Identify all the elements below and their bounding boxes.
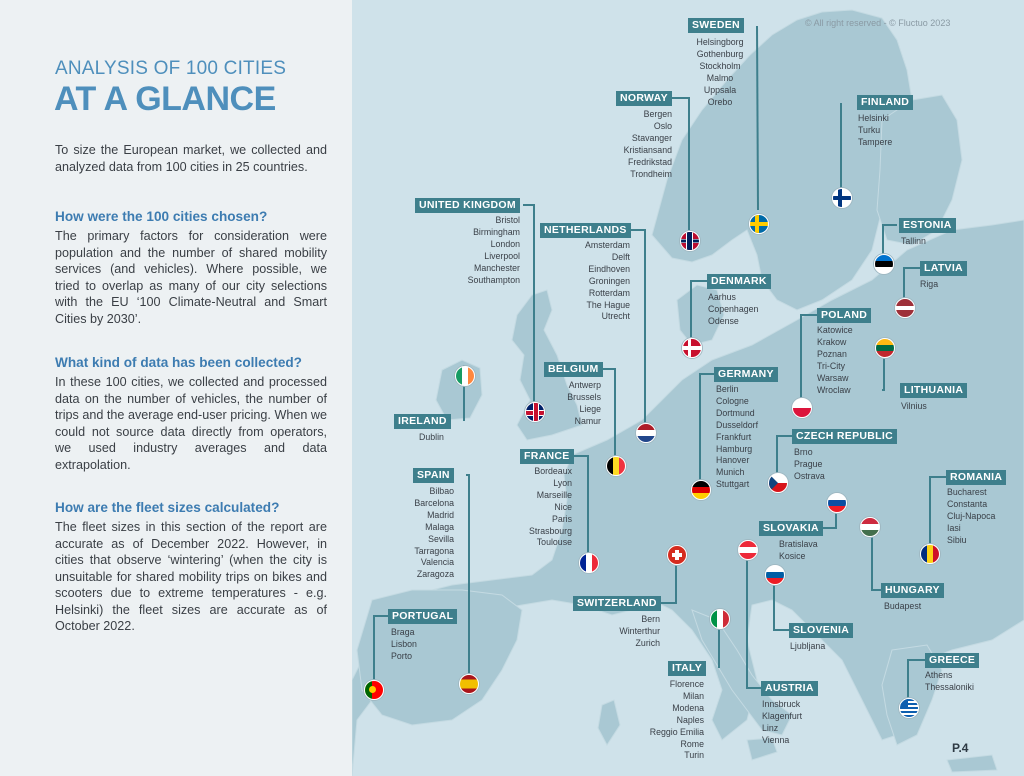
norway-flag-icon: [680, 231, 700, 251]
answer-paragraph: In these 100 cities, we collected and processed data on the number of vehicles, the number of trips and the average end-user pricing. When we could not source data directly from operators, we used industry averages and data extrapolation.: [55, 375, 327, 472]
city-list-slovenia: Ljubljana: [790, 641, 826, 651]
city-list-denmark: Aarhus Copenhagen Odense: [708, 292, 759, 326]
uk-flag-icon: [525, 402, 545, 422]
page-title: AT A GLANCE: [54, 80, 276, 118]
country-label-slovenia: SLOVENIA: [789, 623, 853, 638]
germany-flag-icon: [691, 480, 711, 500]
city-list-united-kingdom: Bristol Birmingham London Liverpool Manchester Southampton: [467, 215, 520, 285]
finland-flag-icon: [832, 188, 852, 208]
austria-flag-icon: [738, 540, 758, 560]
netherlands-flag-icon: [636, 423, 656, 443]
text-panel: [0, 0, 352, 776]
france-flag-icon: [579, 553, 599, 573]
romania-flag-icon: [920, 544, 940, 564]
city-list-switzerland: Bern Winterthur Zurich: [619, 614, 660, 648]
intro-paragraph: To size the European market, we collected and analyzed data from 100 cities in 25 countries.: [55, 143, 327, 174]
city-list-greece: Athens Thessaloniki: [925, 670, 974, 692]
question-heading: What kind of data has been collected?: [55, 355, 302, 370]
ireland-flag-icon: [455, 366, 475, 386]
city-list-belgium: Antwerp Brussels Liege Namur: [567, 380, 601, 426]
lithuania-flag-icon: [875, 338, 895, 358]
europe-map: [352, 0, 1024, 776]
belgium-flag-icon: [606, 456, 626, 476]
country-label-slovakia: SLOVAKIA: [759, 521, 823, 536]
country-label-poland: POLAND: [817, 308, 871, 323]
copyright-notice: © All right reserved - © Fluctuo 2023: [805, 18, 951, 28]
latvia-flag-icon: [895, 298, 915, 318]
country-label-denmark: DENMARK: [707, 274, 771, 289]
city-list-estonia: Tallinn: [901, 236, 926, 246]
city-list-lithuania: Vilnius: [901, 401, 927, 411]
slovenia-flag-icon: [765, 565, 785, 585]
hungary-flag-icon: [860, 517, 880, 537]
answer-paragraph: The primary factors for consideration were population and the number of shared mobility services (and vehicles). Where possible, we tried to overlap as many of our city selections with the EU ‘100 Climate-Neutral and Smart Cities by 2030’.: [55, 229, 327, 326]
spain-flag-icon: [459, 674, 479, 694]
city-list-france: Bordeaux Lyon Marseille Nice Paris Strasbourg Toulouse: [528, 466, 572, 548]
country-label-romania: ROMANIA: [946, 470, 1006, 485]
city-list-netherlands: Amsterdam Delft Eindhoven Groningen Rotterdam The Hague Utrecht: [585, 240, 630, 322]
greece-flag-icon: [899, 698, 919, 718]
country-label-spain: SPAIN: [413, 468, 454, 483]
country-label-austria: AUSTRIA: [761, 681, 818, 696]
city-list-austria: Innsbruck Klagenfurt Linz Vienna: [762, 699, 803, 745]
city-list-norway: Bergen Oslo Stavanger Kristiansand Fredrikstad Trondheim: [623, 109, 672, 179]
country-label-finland: FINLAND: [857, 95, 913, 110]
city-list-sweden: Helsingborg Gothenburg Stockholm Malmo Uppsala Orebo: [696, 37, 744, 107]
city-list-slovakia: Bratislava Kosice: [779, 539, 818, 561]
city-list-finland: Helsinki Turku Tampere: [858, 113, 893, 147]
answer-paragraph: The fleet sizes in this section of the report are accurate as of December 2022. However, in cities that observe ‘wintering’ (when the city is unsuitable for shared mobility trips on bikes and scooters due to extreme temperatures - e.g. Helsinki) the fleet sizes are accurate as of October 2022.: [55, 520, 327, 633]
country-label-latvia: LATVIA: [920, 261, 967, 276]
country-label-portugal: PORTUGAL: [388, 609, 457, 624]
country-label-lithuania: LITHUANIA: [900, 383, 967, 398]
country-label-greece: GREECE: [925, 653, 979, 668]
country-label-ireland: IRELAND: [394, 414, 451, 429]
country-label-united-kingdom: UNITED KINGDOM: [415, 198, 520, 213]
country-label-czech-republic: CZECH REPUBLIC: [792, 429, 897, 444]
denmark-flag-icon: [682, 338, 702, 358]
country-label-switzerland: SWITZERLAND: [573, 596, 661, 611]
city-list-poland: Katowice Krakow Poznan Tri-City Warsaw Wroclaw: [817, 325, 853, 395]
country-label-sweden: SWEDEN: [688, 18, 744, 33]
country-label-belgium: BELGIUM: [544, 362, 603, 377]
country-label-norway: NORWAY: [616, 91, 672, 106]
sweden-flag-icon: [749, 214, 769, 234]
country-label-italy: ITALY: [668, 661, 706, 676]
city-list-romania: Bucharest Constanta Cluj-Napoca Iasi Sibiu: [947, 487, 996, 545]
poland-flag-icon: [792, 398, 812, 418]
city-list-spain: Bilbao Barcelona Madrid Malaga Sevilla Tarragona Valencia Zaragoza: [414, 486, 454, 580]
country-label-netherlands: NETHERLANDS: [540, 223, 631, 238]
city-list-ireland: Dublin: [419, 432, 444, 442]
page-number: P.4: [952, 741, 969, 755]
country-label-hungary: HUNGARY: [881, 583, 944, 598]
portugal-flag-icon: [364, 680, 384, 700]
switzerland-flag-icon: [667, 545, 687, 565]
italy-flag-icon: [710, 609, 730, 629]
question-heading: How are the fleet sizes calculated?: [55, 500, 280, 515]
city-list-portugal: Braga Lisbon Porto: [391, 627, 417, 661]
city-list-italy: Florence Milan Modena Naples Reggio Emilia Rome Turin: [649, 679, 704, 761]
city-list-czech-republic: Brno Prague Ostrava: [794, 447, 825, 481]
slovakia-flag-icon: [827, 493, 847, 513]
country-label-germany: GERMANY: [714, 367, 778, 382]
city-list-latvia: Riga: [920, 279, 939, 289]
estonia-flag-icon: [874, 254, 894, 274]
city-list-hungary: Budapest: [884, 601, 922, 611]
page-kicker: ANALYSIS OF 100 CITIES: [55, 58, 287, 79]
question-heading: How were the 100 cities chosen?: [55, 209, 268, 224]
country-label-estonia: ESTONIA: [899, 218, 956, 233]
czech-flag-icon: [768, 473, 788, 493]
country-label-france: FRANCE: [520, 449, 574, 464]
city-list-germany: Berlin Cologne Dortmund Dusseldorf Frankfurt Hamburg Hanover Munich Stuttgart: [716, 384, 759, 490]
